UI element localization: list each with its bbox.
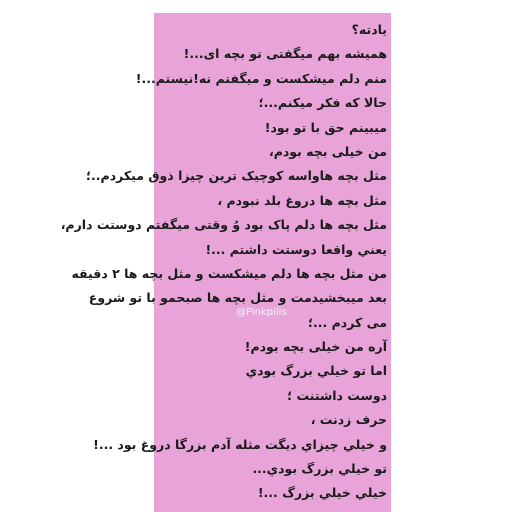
poem-line: مثل بچه هاواسه کوچیک ترین چیزا ذوق میکردم..؛ [86,168,387,184]
poem-line: منم دلم میشکست و میگفتم نه!نیستم...! [135,70,387,86]
poem-line: می کردم ...؛ [308,314,387,330]
poem-line: حرف زدنت ، [310,412,387,428]
poem-line: و خیلي چیزاي دیگت مثله آدم بزرگا دروغ بود ...! [93,436,387,452]
poem-line: یعني واقعا دوستت داشتم ...! [205,241,387,257]
poem-line: یادته؟ [351,22,387,37]
poem-line: مثل بچه ها دروغ بلد نبودم ، [217,192,387,208]
poem-line: میبینم حق با تو بود! [264,119,387,135]
poem-card [60,13,391,512]
poem-line: من مثل بچه ها دلم میشکست و مثل بچه ها ۲ دقیقه [71,265,387,281]
poem-line: من خیلی بچه بودم، [268,143,387,159]
poem-line: دوست داشتنت ؛ [287,387,387,403]
watermark: @Pinkpills [236,307,287,318]
poem-line: تو خیلي بزرگ بودي... [252,461,387,477]
poem-text [60,18,387,506]
poem-line: مثل بچه ها دلم پاک بود وُ وقتی میگفتم دوستت دارم، [60,217,387,233]
poem-line: حالا که فکر میکنم...؛ [258,95,387,111]
poem-line: آره من خیلی بچه بودم! [244,339,387,355]
poem-line: همیشه بهم میگفتی تو بچه ای...! [183,46,387,62]
poem-line: اما تو خیلي بزرگ بودي [245,363,387,379]
poem-line: خیلي خیلي بزرگ ...! [257,485,387,501]
poem-line: بعد میبخشیدمت و مثل بچه ها صبحمو با تو شروع [88,290,387,306]
